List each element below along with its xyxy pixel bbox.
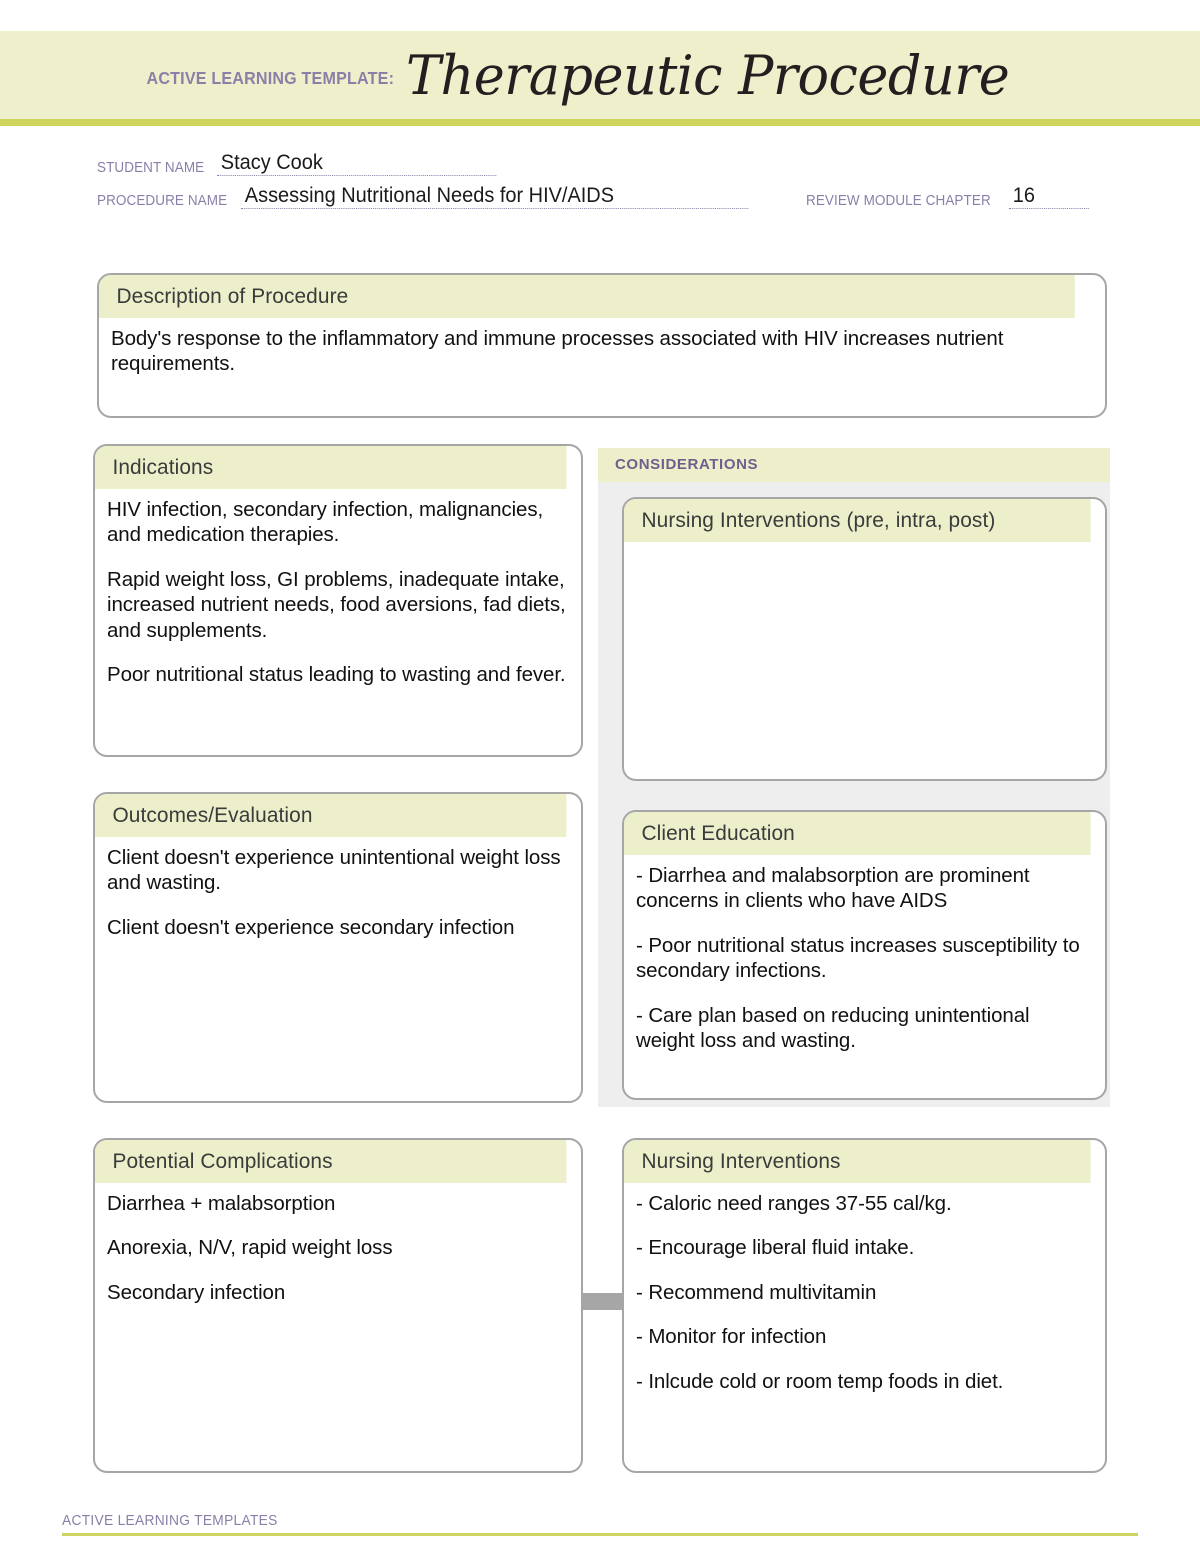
client-education-title: Client Education [624,812,1091,855]
procedure-name-input[interactable]: Assessing Nutritional Needs for HIV/AIDS [241,185,748,209]
complications-paragraph: Anorexia, N/V, rapid weight loss [107,1236,393,1260]
nursing-interventions-paragraph: - Inlcude cold or room temp foods in diet. [636,1369,1004,1393]
indications-paragraph: HIV infection, secondary infection, malignancies, and medication therapies. [107,498,544,547]
complications-paragraph: Secondary infection [107,1280,286,1304]
nursing-interventions-paragraph: - Caloric need ranges 37-55 cal/kg. [636,1192,952,1215]
client-education-paragraph: - Poor nutritional status increases susceptibility to secondary infections. [636,933,1080,983]
procedure-name-label: PROCEDURE NAME [97,193,228,210]
footer-accent-rule [62,1533,1138,1536]
procedure-name-row [97,185,1107,218]
indications-title: Indications [95,446,566,489]
client-education-paragraph: - Care plan based on reducing unintentional weight loss and wasting. [636,1003,1030,1053]
template-eyebrow-label: ACTIVE LEARNING TEMPLATE: [146,67,395,88]
nursing-interventions-pre-intra-post-card [622,497,1107,781]
review-module-chapter-label: REVIEW MODULE CHAPTER [805,193,991,210]
student-name-row [97,152,1107,185]
outcomes-evaluation-card [93,792,583,1103]
client-education-paragraph: - Diarrhea and malabsorption are prominent concerns in clients who have AIDS [636,864,1030,913]
page-footer [62,1512,1138,1536]
potential-complications-title: Potential Complications [95,1140,566,1183]
potential-complications-card [93,1138,583,1473]
indications-card [93,444,583,757]
indications-body [95,489,581,695]
nursing-interventions-body [624,1183,1105,1402]
outcomes-evaluation-title: Outcomes/Evaluation [95,794,566,837]
client-education-body [624,855,1105,1061]
description-of-procedure-title: Description of Procedure [99,275,1075,318]
page-title: Therapeutic Procedure [406,43,1010,107]
card-connector-bar [581,1293,625,1310]
form-fields [97,152,1107,218]
review-module-chapter-input[interactable]: 16 [1009,185,1089,209]
outcomes-evaluation-body [95,837,581,948]
nursing-interventions-paragraph: - Monitor for infection [636,1325,827,1349]
nursing-interventions-title: Nursing Interventions [624,1140,1091,1183]
footer-brand-label: ACTIVE LEARNING TEMPLATES [62,1513,278,1529]
nursing-interventions-pre-intra-post-body [624,542,1105,558]
description-paragraph: Body's response to the inflammatory and immune processes associated with HIV increases nutrient requirements. [111,327,1004,376]
student-name-label: STUDENT NAME [97,160,205,177]
page-header-band [0,31,1200,119]
header-accent-rule [0,119,1200,126]
complications-paragraph: Diarrhea + malabsorption [107,1192,336,1215]
potential-complications-body [95,1183,581,1313]
nursing-interventions-paragraph: - Encourage liberal fluid intake. [636,1236,915,1260]
indications-paragraph: Rapid weight loss, GI problems, inadequate intake, increased nutrient needs, food aversions, fad diets, and supplements. [107,567,566,642]
indications-paragraph: Poor nutritional status leading to wasting and fever. [107,663,566,687]
considerations-title: CONSIDERATIONS [598,448,1110,482]
nursing-interventions-pre-intra-post-title: Nursing Interventions (pre, intra, post) [624,499,1091,542]
client-education-card [622,810,1107,1100]
outcomes-paragraph: Client doesn't experience unintentional weight loss and wasting. [107,846,561,895]
outcomes-paragraph: Client doesn't experience secondary infection [107,915,515,939]
nursing-interventions-card [622,1138,1107,1473]
description-of-procedure-body [99,318,1105,385]
description-of-procedure-card [97,273,1107,418]
student-name-input[interactable]: Stacy Cook [217,152,496,176]
nursing-interventions-paragraph: - Recommend multivitamin [636,1280,877,1304]
